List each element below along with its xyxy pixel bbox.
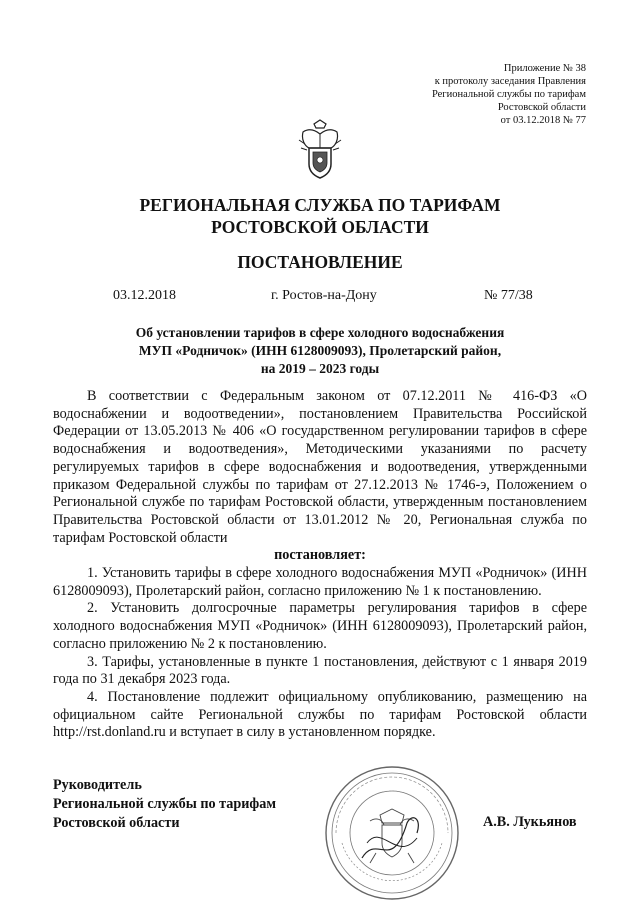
document-city: г. Ростов-на-Дону bbox=[271, 288, 377, 303]
signer-title-line: Руководитель bbox=[53, 777, 142, 793]
resolves-heading: постановляет: bbox=[274, 547, 366, 564]
appendix-line: от 03.12.2018 № 77 bbox=[500, 115, 586, 126]
signer-title bbox=[53, 776, 276, 833]
document-body bbox=[53, 388, 587, 742]
document-date: 03.12.2018 bbox=[113, 288, 176, 303]
subject-line: Об установлении тарифов в сфере холодного водоснабжения bbox=[135, 325, 505, 340]
document-type: ПОСТАНОВЛЕНИЕ bbox=[237, 252, 403, 272]
subject-line: МУП «Родничок» (ИНН 6128009093), Пролетарский район, bbox=[138, 343, 502, 358]
signer-title-line: Ростовской области bbox=[53, 815, 180, 831]
item-paragraph: 3. Тарифы, установленные в пункте 1 постановления, действуют с 1 января 2019 года по 31 декабря 2023 года. bbox=[53, 653, 587, 688]
official-seal-icon bbox=[322, 763, 462, 903]
item-paragraph: 1. Установить тарифы в сфере холодного водоснабжения МУП «Родничок» (ИНН 6128009093), Пролетарский район, согласно приложению № 1 к постановлению. bbox=[53, 565, 587, 599]
subject-line: на 2019 – 2023 годы bbox=[260, 361, 380, 376]
appendix-note bbox=[432, 62, 586, 127]
appendix-line: к протоколу заседания Правления bbox=[434, 76, 586, 87]
appendix-line: Приложение № 38 bbox=[503, 63, 586, 74]
document-number: № 77/38 bbox=[484, 288, 533, 303]
organization-title-line: РОСТОВСКОЙ ОБЛАСТИ bbox=[211, 217, 429, 237]
signer-title-line: Региональной службы по тарифам bbox=[53, 796, 277, 812]
item-paragraph: 2. Установить долгосрочные параметры регулирования тарифов в сфере холодного водоснабжения МУП «Родничок» (ИНН 6128009093), Пролетарский район, согласно приложению № 2 к постановлению. bbox=[53, 600, 587, 652]
signer-name: А.В. Лукьянов bbox=[483, 814, 577, 830]
item-paragraph: 4. Постановление подлежит официальному опубликованию, размещению на официальном сайте Региональной службы по тарифам Ростовской области http://rst.donland.ru и вступает в силу в установленном порядке. bbox=[53, 688, 587, 741]
preamble-paragraph: В соответствии с Федеральным законом от 07.12.2011 № 416-ФЗ «О водоснабжении и водоотведении», постановлением Правительства Российской Федерации от 13.05.2013 № 406 «О государственном регулировании тарифов в сфере водоснабжения и водоотведения», Методическими указаниями по расчету регулируемых тарифов в сфере водоснабжения и водоотведения, утвержденными приказом Федеральной службы по тарифам от 27.12.2013 № 1746-э, Положением о Региональной службе по тарифам Ростовской области, утвержденным постановлением Правительства Ростовской области от 13.01.2012 № 20, Региональная служба по тарифам Ростовской области bbox=[53, 388, 587, 546]
document-subject bbox=[0, 324, 640, 378]
organization-title-line: РЕГИОНАЛЬНАЯ СЛУЖБА ПО ТАРИФАМ bbox=[139, 195, 501, 215]
coat-of-arms-icon bbox=[295, 118, 345, 180]
organization-title bbox=[0, 194, 640, 238]
appendix-line: Ростовской области bbox=[497, 102, 586, 113]
appendix-line: Региональной службы по тарифам bbox=[431, 89, 586, 100]
